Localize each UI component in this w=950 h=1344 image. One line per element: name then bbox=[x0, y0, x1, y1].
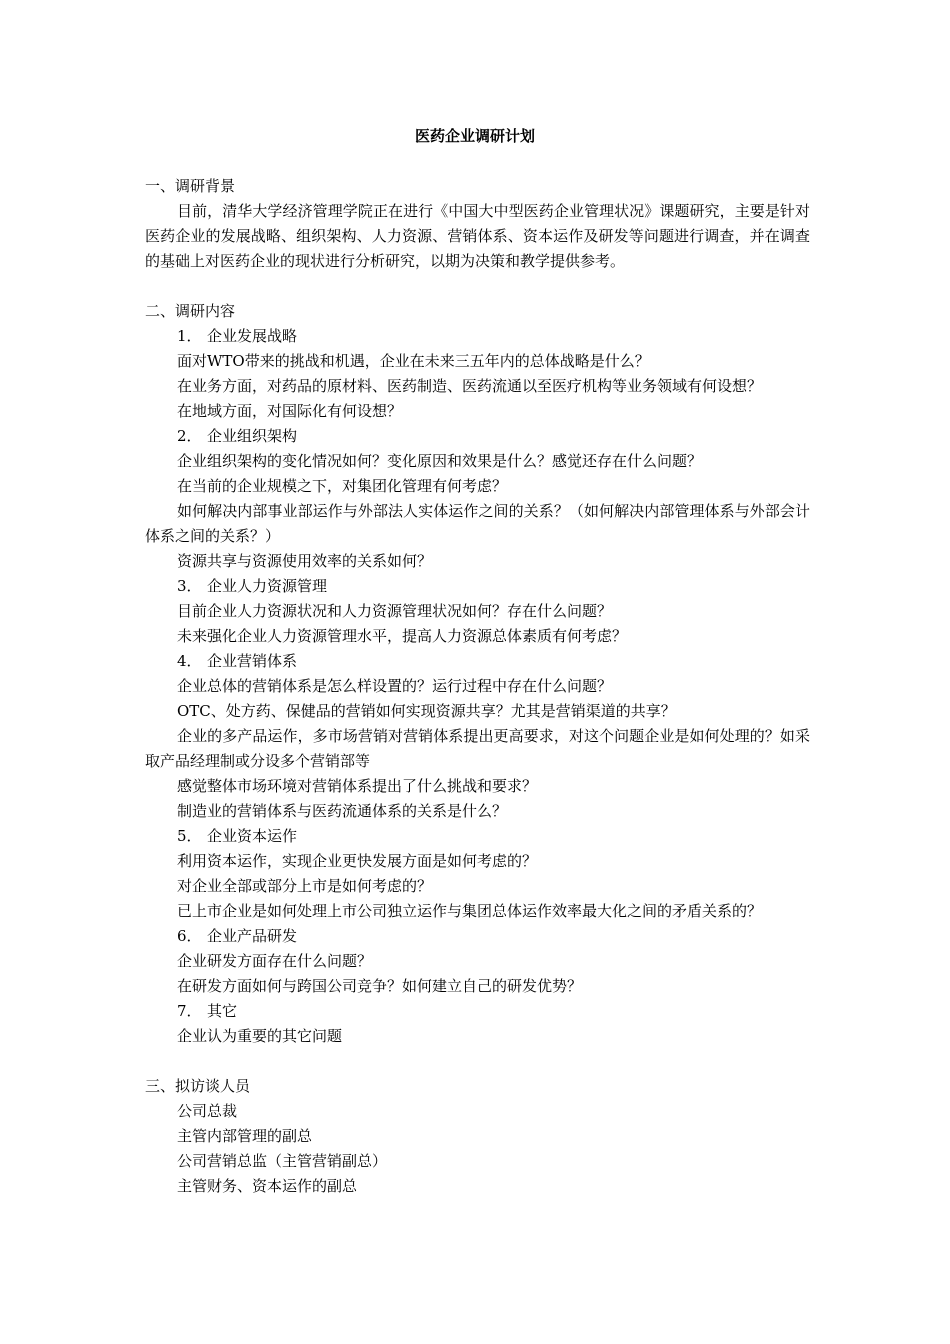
research-question: 目前企业人力资源状况和人力资源管理状况如何？存在什么问题？ bbox=[177, 602, 613, 620]
item-number: 1． bbox=[177, 327, 202, 345]
research-question: 在业务方面，对药品的原材料、医药制造、医药流通以至医疗机构等业务领域有何设想？ bbox=[177, 377, 763, 395]
item-title: 企业发展战略 bbox=[207, 327, 298, 345]
research-question: 在研发方面如何与跨国公司竞争？如何建立自己的研发优势？ bbox=[177, 977, 583, 995]
research-item-heading bbox=[145, 999, 810, 1024]
document-title: 医药企业调研计划 bbox=[414, 127, 535, 145]
research-question: 面对WTO带来的挑战和机遇，企业在未来三五年内的总体战略是什么？ bbox=[177, 352, 650, 370]
research-question: 在地域方面，对国际化有何设想？ bbox=[177, 402, 403, 420]
item-title: 企业组织架构 bbox=[207, 427, 298, 445]
research-item-heading bbox=[145, 424, 810, 449]
item-title: 企业人力资源管理 bbox=[207, 577, 328, 595]
interviewee-item: 公司总裁 bbox=[177, 1102, 238, 1120]
section-heading-content: 二、调研内容 bbox=[145, 302, 236, 320]
interviewee-item: 主管财务、资本运作的副总 bbox=[177, 1177, 358, 1195]
research-question: 利用资本运作，实现企业更快发展方面是如何考虑的？ bbox=[177, 852, 538, 870]
background-paragraph: 目前，清华大学经济管理学院正在进行《中国大中型医药企业管理状况》课题研究，主要是针对医药企业的发展战略、组织架构、人力资源、营销体系、资本运作及研发等问题进行调查，并在调查的基础上对医药企业的现状进行分析研究，以期为决策和教学提供参考。 bbox=[145, 202, 810, 270]
research-items bbox=[145, 324, 810, 1049]
item-number: 4． bbox=[177, 652, 202, 670]
section-heading-interviewees: 三、拟访谈人员 bbox=[145, 1077, 251, 1095]
research-item-heading bbox=[145, 324, 810, 349]
research-question: 在当前的企业规模之下，对集团化管理有何考虑？ bbox=[177, 477, 508, 495]
item-title: 企业资本运作 bbox=[207, 827, 298, 845]
research-question: 企业认为重要的其它问题 bbox=[177, 1027, 343, 1045]
item-number: 6． bbox=[177, 927, 202, 945]
research-question: 如何解决内部事业部运作与外部法人实体运作之间的关系？（如何解决内部管理体系与外部会计体系之间的关系？） bbox=[145, 502, 810, 545]
item-number: 7． bbox=[177, 1002, 202, 1020]
research-question: 已上市企业是如何处理上市公司独立运作与集团总体运作效率最大化之间的矛盾关系的？ bbox=[177, 902, 763, 920]
research-question: 企业的多产品运作，多市场营销对营销体系提出更高要求，对这个问题企业是如何处理的？如采取产品经理制或分设多个营销部等 bbox=[145, 727, 810, 770]
research-item-heading bbox=[145, 924, 810, 949]
research-question: 资源共享与资源使用效率的关系如何？ bbox=[177, 552, 433, 570]
document-body bbox=[145, 174, 810, 1199]
research-question: OTC、处方药、保健品的营销如何实现资源共享？尤其是营销渠道的共享？ bbox=[177, 702, 676, 720]
research-question: 企业总体的营销体系是怎么样设置的？运行过程中存在什么问题？ bbox=[177, 677, 613, 695]
interviewee-list bbox=[145, 1099, 810, 1199]
research-question: 企业研发方面存在什么问题？ bbox=[177, 952, 373, 970]
research-item-heading bbox=[145, 824, 810, 849]
item-title: 企业产品研发 bbox=[207, 927, 298, 945]
research-question: 企业组织架构的变化情况如何？变化原因和效果是什么？感觉还存在什么问题？ bbox=[177, 452, 703, 470]
spacer bbox=[145, 1049, 810, 1074]
interviewee-item: 公司营销总监（主管营销副总） bbox=[177, 1152, 388, 1170]
research-question: 制造业的营销体系与医药流通体系的关系是什么？ bbox=[177, 802, 508, 820]
research-item-heading bbox=[145, 649, 810, 674]
section-heading-background: 一、调研背景 bbox=[145, 177, 236, 195]
spacer bbox=[145, 274, 810, 299]
interviewee-item: 主管内部管理的副总 bbox=[177, 1127, 313, 1145]
research-question: 未来强化企业人力资源管理水平，提高人力资源总体素质有何考虑？ bbox=[177, 627, 628, 645]
research-question: 感觉整体市场环境对营销体系提出了什么挑战和要求？ bbox=[177, 777, 538, 795]
item-number: 2． bbox=[177, 427, 202, 445]
item-title: 其它 bbox=[207, 1002, 238, 1020]
research-item-heading bbox=[145, 574, 810, 599]
item-number: 5． bbox=[177, 827, 202, 845]
item-title: 企业营销体系 bbox=[207, 652, 298, 670]
research-question: 对企业全部或部分上市是如何考虑的？ bbox=[177, 877, 433, 895]
item-number: 3． bbox=[177, 577, 202, 595]
